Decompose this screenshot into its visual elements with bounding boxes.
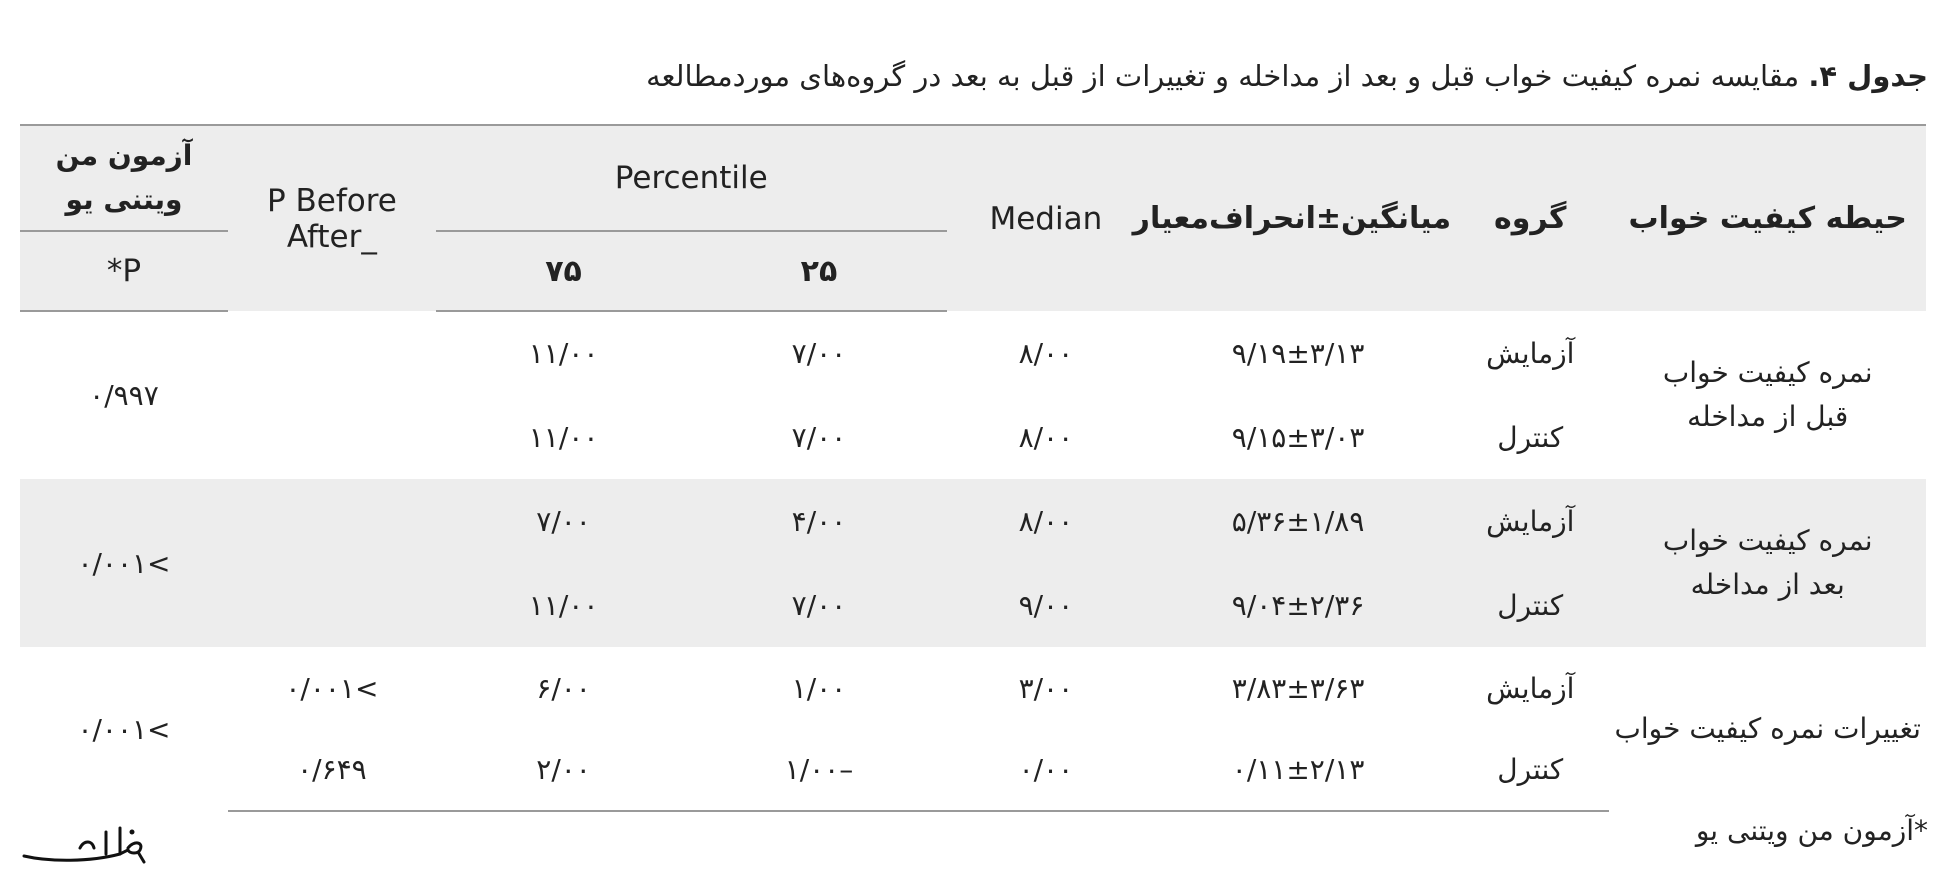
header-mann-whitney [20, 125, 228, 231]
mean-sd-cell: ۹/۱۵±۳/۰۳ [1231, 420, 1365, 454]
table-row [20, 311, 1926, 395]
p75-cell: ۱۱/۰۰ [436, 563, 691, 647]
header-mann-whitney-line2: ویتنی یو [65, 183, 183, 216]
p-value-cell: ۰/۹۹۷ [89, 379, 159, 412]
header-p75: ۷۵ [436, 231, 691, 311]
group-cell: کنترل [1497, 420, 1564, 454]
p-before-after-cell: ۰/۶۴۹ [228, 729, 436, 811]
domain-line: بعد از مداخله [1690, 568, 1845, 601]
median-cell: ۸/۰۰ [1018, 420, 1074, 454]
p75-cell: ۷/۰۰ [436, 479, 691, 563]
table-title: مقایسه نمره کیفیت خواب قبل و بعد از مداخله و تغییرات از قبل به بعد در گروه‌های موردمطالعه [646, 59, 1800, 93]
p75-cell: ۲/۰۰ [436, 729, 691, 811]
p-value-cell: >۰/۰۰۱ [20, 479, 228, 647]
header-row-1 [20, 125, 1926, 231]
p-before-after-cell [228, 563, 436, 647]
group-cell: آزمایش [1486, 336, 1575, 370]
mean-sd-cell: ۹/۱۹±۳/۱۳ [1231, 336, 1365, 370]
domain-cell [1609, 479, 1926, 647]
domain-cell [1609, 647, 1926, 811]
median-cell: ۳/۰۰ [1018, 671, 1074, 705]
mean-sd-cell: ۹/۰۴±۲/۳۶ [1145, 563, 1451, 647]
median-cell: ۹/۰۰ [947, 563, 1145, 647]
table-footnote: *آزمون من ویتنی یو [1695, 814, 1928, 847]
p75-cell: ۱۱/۰۰ [528, 420, 599, 454]
p-before-after-cell: >۰/۰۰۱ [285, 671, 379, 705]
domain-line: نمره کیفیت خواب [1662, 524, 1873, 557]
header-mean-sd: میانگین±انحراف‌معیار [1145, 125, 1451, 311]
domain-line: نمره کیفیت خواب [1662, 356, 1873, 389]
table-caption [20, 50, 1928, 102]
header-percentile: Percentile [436, 125, 947, 231]
table-row [20, 479, 1926, 563]
header-p-before-after-line1: P Before [266, 182, 397, 219]
p75-cell: ۱۱/۰۰ [528, 337, 599, 370]
domain-cell [1609, 311, 1926, 479]
p25-cell: ۷/۰۰ [791, 337, 847, 370]
p-value-cell: >۰/۰۰۱ [77, 712, 171, 746]
p-before-after-cell [228, 311, 436, 395]
journal-logo [20, 818, 150, 872]
table-row [20, 647, 1926, 729]
p75-cell: ۶/۰۰ [536, 671, 591, 705]
header-median: Median [947, 125, 1145, 311]
group-cell: کنترل [1451, 563, 1609, 647]
header-p-before-after-line2: _After [286, 218, 377, 255]
domain-line: قبل از مداخله [1687, 400, 1849, 433]
header-mann-whitney-line1: آزمون من [55, 139, 193, 172]
group-cell: کنترل [1451, 729, 1609, 811]
p25-cell: ۱/۰۰ [791, 671, 847, 705]
p25-cell: ۷/۰۰ [691, 563, 946, 647]
header-group: گروه [1451, 125, 1609, 311]
median-cell: ۸/۰۰ [1018, 336, 1074, 370]
p-before-after-cell [228, 395, 436, 479]
median-cell: ۸/۰۰ [947, 479, 1145, 563]
results-table [20, 124, 1926, 812]
mean-sd-cell: ۵/۳۶±۱/۸۹ [1145, 479, 1451, 563]
median-cell: ۰/۰۰ [947, 729, 1145, 811]
p25-cell: ۴/۰۰ [691, 479, 946, 563]
mean-sd-cell: ۳/۸۳±۳/۶۳ [1231, 671, 1365, 705]
p25-cell: ۷/۰۰ [791, 420, 847, 454]
table-number: جدول ۴. [1808, 59, 1928, 93]
domain-line: تغییرات نمره کیفیت خواب [1614, 712, 1921, 745]
mean-sd-cell: ۰/۱۱±۲/۱۳ [1145, 729, 1451, 811]
journal-logo-icon [20, 818, 150, 868]
group-cell: آزمایش [1451, 479, 1609, 563]
header-domain: حیطه کیفیت خواب [1609, 125, 1926, 311]
header-p25: ۲۵ [691, 231, 946, 311]
header-p-before-after [228, 125, 436, 311]
group-cell: آزمایش [1486, 671, 1575, 705]
p-before-after-cell [228, 479, 436, 563]
header-p-star: P* [20, 231, 228, 311]
p25-cell: –۱/۰۰ [691, 729, 946, 811]
